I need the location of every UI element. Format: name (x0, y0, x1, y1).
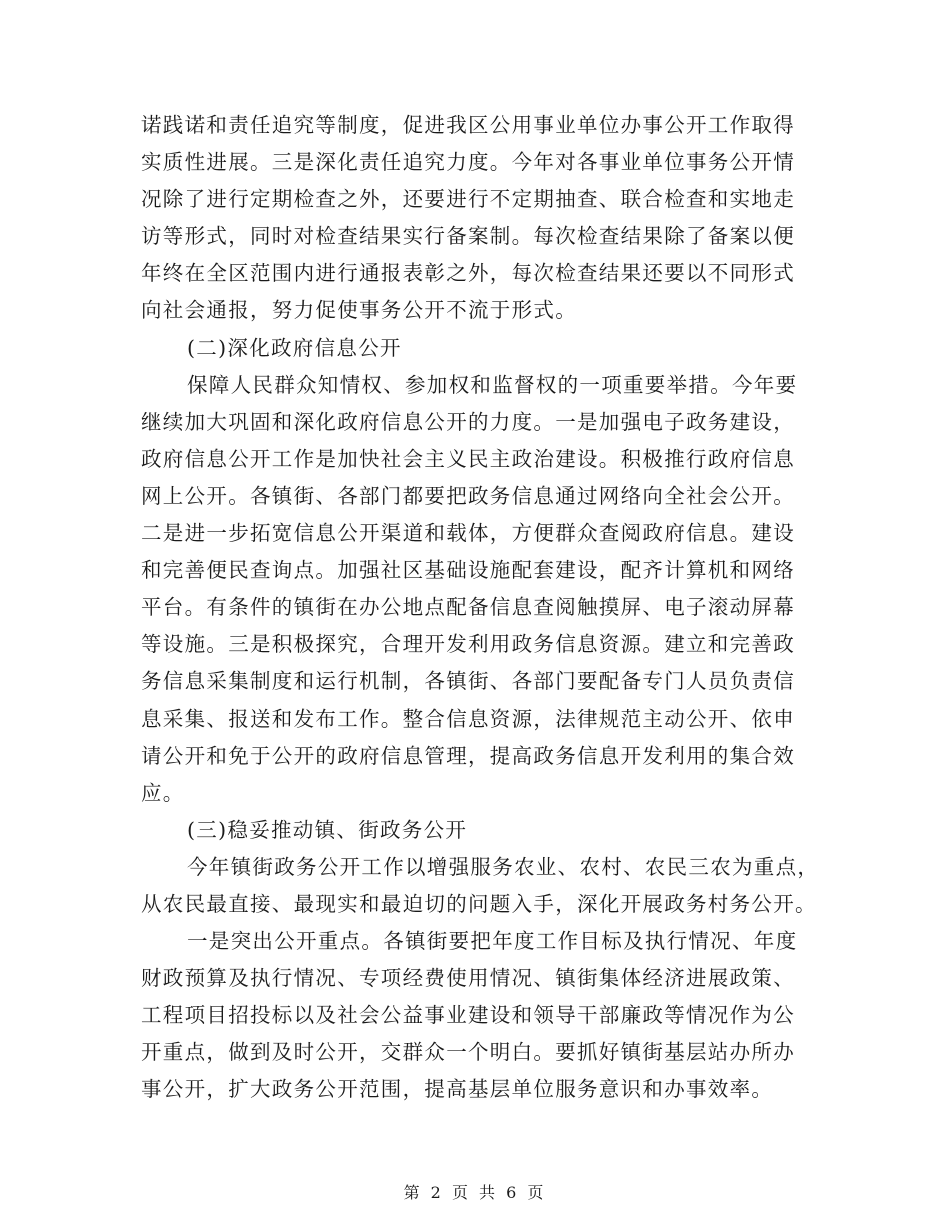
text-line: 工程项目招投标以及社会公益事业建设和领导干部廉政等情况作为公 (141, 1003, 795, 1028)
page-footer: 第 2 页 共 6 页 (403, 1183, 547, 1202)
text-line: 等设施。三是积极探究，合理开发利用政务信息资源。建立和完善政 (141, 632, 795, 657)
text-line: 访等形式，同时对检查结果实行备案制。每次检查结果除了备案以便 (141, 224, 795, 249)
text-line: 年终在全区范围内进行通报表彰之外，每次检查结果还要以不同形式 (141, 261, 795, 286)
text-line: 息采集、报送和发布工作。整合信息资源，法律规范主动公开、依申 (141, 706, 795, 731)
text-line: 诺践诺和责任追究等制度，促进我区公用事业单位办事公开工作取得 (141, 113, 795, 137)
text-line: 应。 (141, 780, 185, 805)
text-line: 开重点，做到及时公开，交群众一个明白。要抓好镇街基层站办所办 (141, 1040, 795, 1065)
text-line: 况除了进行定期检查之外，还要进行不定期抽查、联合检查和实地走 (141, 187, 795, 212)
section-heading: (二)深化政府信息公开 (187, 335, 402, 360)
text-line: 网上公开。各镇街、各部门都要把政务信息通过网络向全社会公开。 (141, 483, 795, 508)
text-line: 从农民最直接、最现实和最迫切的问题入手，深化开展政务村务公开。 (141, 891, 817, 916)
text-line: 务信息采集制度和运行机制，各镇街、各部门要配备专门人员负责信 (141, 669, 795, 694)
text-line: 政府信息公开工作是加快社会主义民主政治建设。积极推行政府信息 (141, 446, 795, 471)
text-line: 和完善便民查询点。加强社区基础设施配套建设，配齐计算机和网络 (141, 558, 795, 583)
body-text (141, 107, 821, 1109)
paragraph-start: 保障人民群众知情权、参加权和监督权的一项重要举措。今年要 (187, 372, 798, 397)
text-line: 财政预算及执行情况、专项经费使用情况、镇街集体经济进展政策、 (141, 966, 795, 991)
paragraph-start: 一是突出公开重点。各镇街要把年度工作目标及执行情况、年度 (187, 929, 798, 954)
text-line: 请公开和免于公开的政府信息管理，提高政务信息开发利用的集合效 (141, 743, 795, 768)
paragraph-start: 今年镇街政务公开工作以增强服务农业、农村、农民三农为重点， (187, 854, 820, 879)
text-line: 二是进一步拓宽信息公开渠道和载体，方便群众查阅政府信息。建设 (141, 521, 795, 546)
text-line: 平台。有条件的镇街在办公地点配备信息查阅触摸屏、电子滚动屏幕 (141, 595, 795, 620)
text-line: 实质性进展。三是深化责任追究力度。今年对各事业单位事务公开情 (141, 150, 795, 175)
text-line: 事公开，扩大政务公开范围，提高基层单位服务意识和办事效率。 (141, 1077, 774, 1102)
text-line: 继续加大巩固和深化政府信息公开的力度。一是加强电子政务建设， (141, 409, 795, 434)
text-line: 向社会通报，努力促使事务公开不流于形式。 (141, 298, 577, 323)
section-heading: (三)稳妥推动镇、街政务公开 (187, 817, 468, 842)
